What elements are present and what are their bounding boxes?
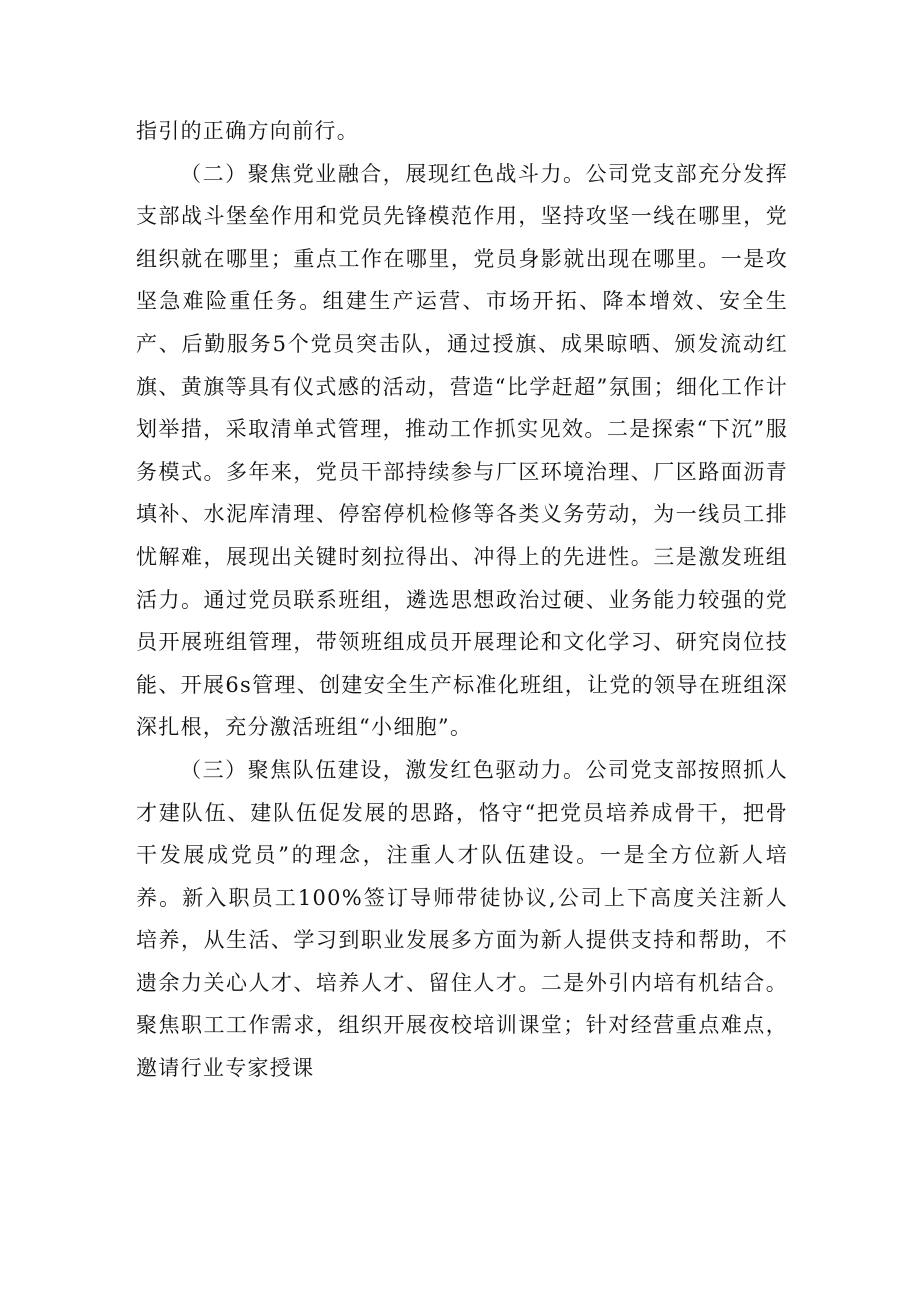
document-body <box>136 110 788 1090</box>
paragraph-section-three: （三）聚焦队伍建设，激发红色驱动力。公司党支部按照抓人才建队伍、建队伍促发展的思路，恪守“把党员培养成骨干，把骨干发展成党员”的理念，注重人才队伍建设。一是全方位新人培养。新入职员工100%签订导师带徒协议,公司上下高度关注新人培养，从生活、学习到职业发展多方面为新人提供支持和帮助，不遗余力关心人才、培养人才、留住人才。二是外引内培有机结合。聚焦职工工作需求，组织开展夜校培训课堂；针对经营重点难点，邀请行业专家授课 <box>136 757 788 1081</box>
paragraph-continuation: 指引的正确方向前行。 <box>136 119 359 143</box>
paragraph-section-two: （二）聚焦党业融合，展现红色战斗力。公司党支部充分发挥支部战斗堡垒作用和党员先锋模范作用，坚持攻坚一线在哪里，党组织就在哪里；重点工作在哪里，党员身影就出现在哪里。一是攻坚急难险重任务。组建生产运营、市场开拓、降本增效、安全生产、后勤服务5个党员突击队，通过授旗、成果晾晒、颁发流动红旗、黄旗等具有仪式感的活动，营造“比学赶超”氛围；细化工作计划举措，采取清单式管理，推动工作抓实见效。二是探索“下沉”服务模式。多年来，党员干部持续参与厂区环境治理、厂区路面沥青填补、水泥库清理、停窑停机检修等各类义务劳动，为一线员工排忧解难，展现出关键时刻拉得出、冲得上的先进性。三是激发班组活力。通过党员联系班组，遴选思想政治过硬、业务能力较强的党员开展班组管理，带领班组成员开展理论和文化学习、研究岗位技能、开展6s管理、创建安全生产标准化班组，让党的领导在班组深深扎根，充分激活班组“小细胞”。 <box>136 161 788 740</box>
